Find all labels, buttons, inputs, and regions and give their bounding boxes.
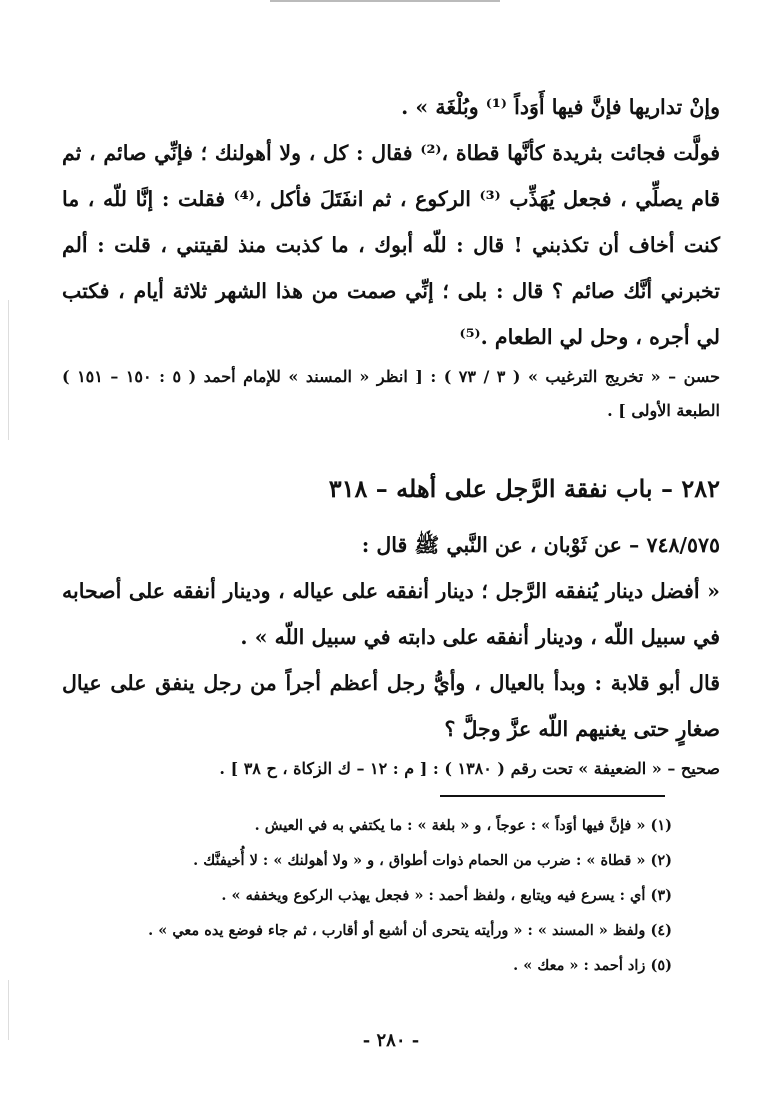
footnote-separator xyxy=(440,795,665,797)
hadith-number: ٧٤٨/٥٧٥ xyxy=(646,533,720,557)
page-edge-mark xyxy=(8,300,9,440)
footnote: (١) « فإنَّ فيها أوَداً » : عوجاً ، و « بلغة » : ما يكتفي به في العيش . xyxy=(254,817,672,834)
narrator-comment: قال أبو قلابة : وبدأ بالعيال ، وأيُّ رجل أعظم أجراً من رجل ينفق على عيال صغارٍ حتى يغنيهم اللّه عزَّ وجلَّ ؟ xyxy=(62,671,720,741)
grade-label: صحيح xyxy=(680,759,720,778)
grade-reference: – « الضعيفة » تحت رقم ( ١٣٨٠ ) : [ م : ١٢ – ك الزكاة ، ح ٣٨ ] . xyxy=(219,759,681,778)
grade-label: حسن xyxy=(683,367,721,386)
footnotes xyxy=(110,808,672,983)
chapter-heading: ٢٨٢ – باب نفقة الرَّجل على أهله – ٣١٨ xyxy=(328,474,720,503)
footnote: (٢) « قطاة » : ضرب من الحمام ذوات أطواق ، و « ولا أهولنك » : لا أُخيفنَّك . xyxy=(193,852,672,869)
grade-reference: – « تخريج الترغيب » ( ٣ / ٧٣ ) : [ انظر « المسند » للإمام أحمد ( ٥ : ١٥٠ – ١٥١ ) الطبعة الأولى ] . xyxy=(62,367,720,420)
hadith-text: « أفضل دينار يُنفقه الرَّجل ؛ دينار أنفقه على عياله ، ودينار أنفقه على أصحابه في سبيل اللّه ، ودينار أنفقه على دابته في سبيل اللّه » . xyxy=(62,579,720,649)
grading-note xyxy=(62,360,720,428)
top-edge-rule xyxy=(270,0,500,2)
footnote: (٣) أي : يسرع فيه ويتابع ، ولفظ أحمد : « فجعل يهذب الركوع ويخففه » . xyxy=(221,887,672,904)
main-text xyxy=(62,84,720,786)
grading-note xyxy=(62,752,720,786)
page-number: - ٢٨٠ - xyxy=(362,1030,420,1051)
text-paragraph: فولَّت فجائت بثريدة كأنَّها قطاة ،⁽²⁾ فقال : كل ، ولا أهولنك ؛ فإنِّي صائم ، ثم قام يصلِّي ، فجعل يُهَذِّب ⁽³⁾ الركوع ، ثم انفَتَلَ فأكل ،⁽⁴⁾ فقلت : إنَّا للّه ، ما كنت أخاف أن تكذبني ! قال : للّه أبوك ، ما كذبت منذ لقيتني ، قلت : ألم تخبرني أنَّك صائم ؟ قال : بلى ؛ إنِّي صمت من هذا الشهر ثلاثة أيام ، فكتب لي أجره ، وحل لي الطعام .⁽⁵⁾ xyxy=(62,141,720,349)
text-line: وإنْ تداريها فإنَّ فيها أَوَداً ⁽¹⁾ وبُلْغَة » . xyxy=(401,95,720,119)
footnote: (٥) زاد أحمد : « معك » . xyxy=(513,957,672,974)
hadith-isnad: – عن ثَوْبان ، عن النَّبي ﷺ قال : xyxy=(361,533,647,557)
footnote: (٤) ولفظ « المسند » : « ورأيته يتحرى أن أشبع أو أقارب ، ثم جاء فوضع يده معي » . xyxy=(148,922,672,939)
hadith-isnad-line xyxy=(62,522,720,568)
